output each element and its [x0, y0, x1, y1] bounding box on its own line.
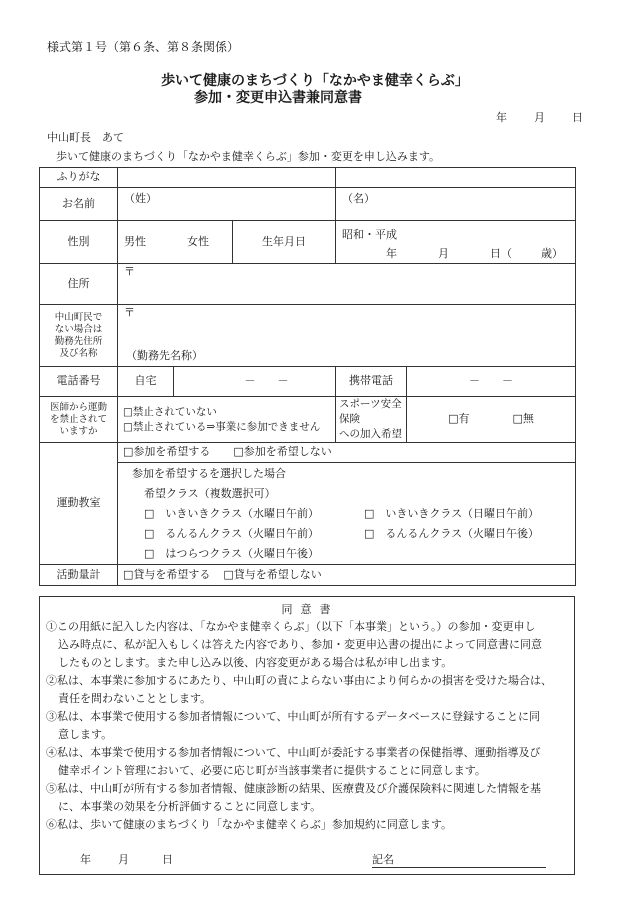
consent-date-year: 年 — [80, 853, 91, 866]
home-phone-label: 自宅 — [118, 367, 174, 397]
non-resident-line-3: 勤務先住所 — [54, 335, 103, 347]
consent-item-2-line-2: 責任を問わないこととします。 — [58, 692, 212, 705]
consent-item-2 — [46, 672, 566, 708]
gender-label: 性別 — [40, 221, 118, 264]
signature-line[interactable] — [372, 853, 546, 868]
consent-heading: 同意書 — [281, 603, 339, 616]
address-field[interactable] — [118, 264, 576, 305]
given-name-label: （名） — [342, 192, 376, 205]
age: 歳） — [541, 247, 564, 260]
furigana-given-field[interactable] — [336, 168, 576, 188]
postal-mark: 〒 — [124, 265, 135, 278]
consent-item-6 — [46, 816, 566, 834]
mobile-phone-label: 携帯電話 — [336, 367, 407, 397]
consent-date-month: 月 — [118, 853, 129, 866]
birthdate-label: 生年月日 — [233, 221, 336, 264]
exercise-wish-options[interactable] — [118, 443, 576, 463]
gender-female[interactable]: 女性 — [187, 234, 209, 248]
prohibited-checkbox[interactable]: □禁止されている⇒事業に参加できません — [123, 420, 321, 433]
birth-month: 月 — [438, 247, 450, 260]
insurance-line-1: スポーツ安全保険 — [339, 398, 402, 425]
phone-label: 電話番号 — [40, 367, 118, 397]
not-prohibited-checkbox[interactable]: □禁止されていない — [123, 405, 217, 418]
consent-item-1-line-1: ①この用紙に記入した内容は、「なかやま健幸くらぶ」（以下「本事業」という。）の参加・変更申し — [46, 620, 536, 633]
consent-item-3-line-2: 意します。 — [58, 728, 113, 741]
class-pref-text: 希望クラス（複数選択可） — [144, 487, 276, 500]
consent-item-4 — [46, 744, 566, 780]
home-phone-dashes: － － — [244, 374, 289, 388]
addressee: 中山町長 あて — [47, 131, 124, 144]
workplace-field[interactable] — [118, 305, 576, 367]
class-runrun-tue-am-checkbox[interactable]: □ るんるんクラス（火曜日午前） — [144, 527, 320, 540]
page-title — [0, 73, 630, 107]
class-ikiiki-sun-checkbox[interactable]: □ いきいきクラス（日曜日午前） — [364, 507, 540, 520]
title-line-1: 歩いて健康のまちづくり「なかやま健幸くらぶ」 — [161, 73, 469, 89]
mobile-phone-field[interactable] — [407, 367, 576, 397]
class-hatsuratsu-tue-pm-checkbox[interactable]: □ はつらつクラス（火曜日午後） — [144, 547, 319, 560]
consent-item-2-line-1: ②私は、本事業に参加するにあたり、中山町の責によらない事由により何らかの損害を受けた場合は、 — [46, 674, 552, 687]
workplace-name-label: （勤務先名称） — [126, 348, 203, 362]
form-number: 様式第１号（第６条、第８条関係） — [47, 40, 240, 54]
gender-options[interactable] — [118, 221, 233, 264]
birth-day: 日（ — [490, 247, 513, 260]
doctor-line-1: 医師から運動 — [49, 401, 107, 413]
date-day: 日 — [572, 111, 583, 124]
insurance-yes-checkbox[interactable]: □有 — [448, 412, 470, 426]
surname-label: （姓） — [124, 192, 157, 205]
insurance-no-checkbox[interactable]: □無 — [512, 412, 534, 426]
class-runrun-tue-pm-checkbox[interactable]: □ るんるんクラス（火曜日午後） — [364, 527, 540, 540]
workplace-postal-mark: 〒 — [124, 306, 135, 319]
mobile-phone-dashes: － － — [469, 374, 514, 388]
given-name-field[interactable] — [336, 188, 576, 221]
non-resident-label — [40, 305, 118, 367]
signature-label: 記名 — [372, 853, 394, 866]
insurance-options[interactable] — [407, 397, 576, 443]
doctor-prohibit-options[interactable] — [118, 397, 336, 443]
doctor-line-2: を禁止されて — [49, 413, 107, 425]
consent-item-3-line-1: ③私は、本事業で使用する参加者情報について、中山町が所有するデータベースに登録することに同 — [46, 710, 541, 723]
class-ikiiki-wed-checkbox[interactable]: □ いきいきクラス（水曜日午前） — [144, 507, 320, 520]
birth-year: 年 — [386, 247, 398, 260]
non-resident-line-4: 及び名称 — [59, 347, 98, 359]
consent-item-1-line-3: したものとします。また申し込み以後、内容変更がある場合は私が申し出ます。 — [58, 656, 453, 669]
consent-item-6-line-1: ⑥私は、歩いて健康のまちづくり「なかやま健幸くらぶ」参加規約に同意します。 — [46, 818, 453, 831]
doctor-prohibit-label — [40, 397, 118, 443]
consent-item-1 — [46, 618, 566, 672]
non-resident-line-2: ない場合は — [54, 323, 103, 335]
era-options[interactable]: 昭和・平成 — [342, 228, 398, 241]
exercise-class-label: 運動教室 — [40, 443, 118, 565]
wish-join-checkbox[interactable]: □参加を希望する — [123, 445, 211, 459]
lend-yes-checkbox[interactable]: □貸与を希望する — [123, 567, 211, 581]
consent-item-4-line-2: 健幸ポイント管理において、必要に応じ町が当該事業者に提供することに同意します。 — [58, 764, 486, 777]
gender-male[interactable]: 男性 — [124, 234, 146, 248]
consent-item-5 — [46, 780, 566, 816]
title-line-2: 参加・変更申込書兼同意書 — [194, 90, 362, 106]
birthdate-field[interactable] — [336, 221, 576, 264]
consent-item-5-line-1: ⑤私は、中山町が所有する参加者情報、健康診断の結果、医療費及び介護保険料に関連した情報を基 — [46, 782, 541, 795]
application-date[interactable] — [496, 111, 583, 125]
class-selection[interactable] — [118, 463, 576, 565]
insurance-line-2: への加入希望 — [339, 428, 403, 440]
pedometer-options[interactable] — [118, 565, 576, 586]
consent-item-1-line-2: 込み時点に、私が記入もしくは答えた内容であり、参加・変更申込書の提出によって同意書に同意 — [58, 638, 542, 651]
application-table — [39, 167, 576, 586]
surname-field[interactable] — [118, 188, 336, 221]
consent-item-3 — [46, 708, 566, 744]
date-month: 月 — [534, 111, 545, 124]
wish-not-join-checkbox[interactable]: □参加を希望しない — [233, 445, 332, 459]
furigana-label: ふりがな — [40, 168, 118, 188]
date-year: 年 — [496, 111, 507, 124]
consent-item-4-line-1: ④私は、本事業で使用する参加者情報について、中山町が委託する事業者の保健指導、運動指導及び — [46, 746, 541, 759]
furigana-surname-field[interactable] — [118, 168, 336, 188]
pedometer-label: 活動量計 — [40, 565, 118, 586]
address-label: 住所 — [40, 264, 118, 305]
doctor-line-3: いますか — [59, 425, 98, 437]
home-phone-field[interactable] — [174, 367, 336, 397]
non-resident-line-1: 中山町民で — [54, 311, 103, 323]
lend-no-checkbox[interactable]: □貸与を希望しない — [223, 567, 322, 581]
consent-item-5-line-2: に、本事業の効果を分析評価することに同意します。 — [58, 800, 322, 813]
consent-section — [39, 596, 575, 875]
name-label: お名前 — [40, 188, 118, 221]
insurance-label — [336, 397, 407, 443]
intro-text: 歩いて健康のまちづくり「なかやま健幸くらぶ」参加・変更を申し込みます。 — [56, 150, 441, 163]
if-join-text: 参加を希望するを選択した場合 — [132, 467, 286, 480]
consent-date-day: 日 — [162, 853, 173, 866]
